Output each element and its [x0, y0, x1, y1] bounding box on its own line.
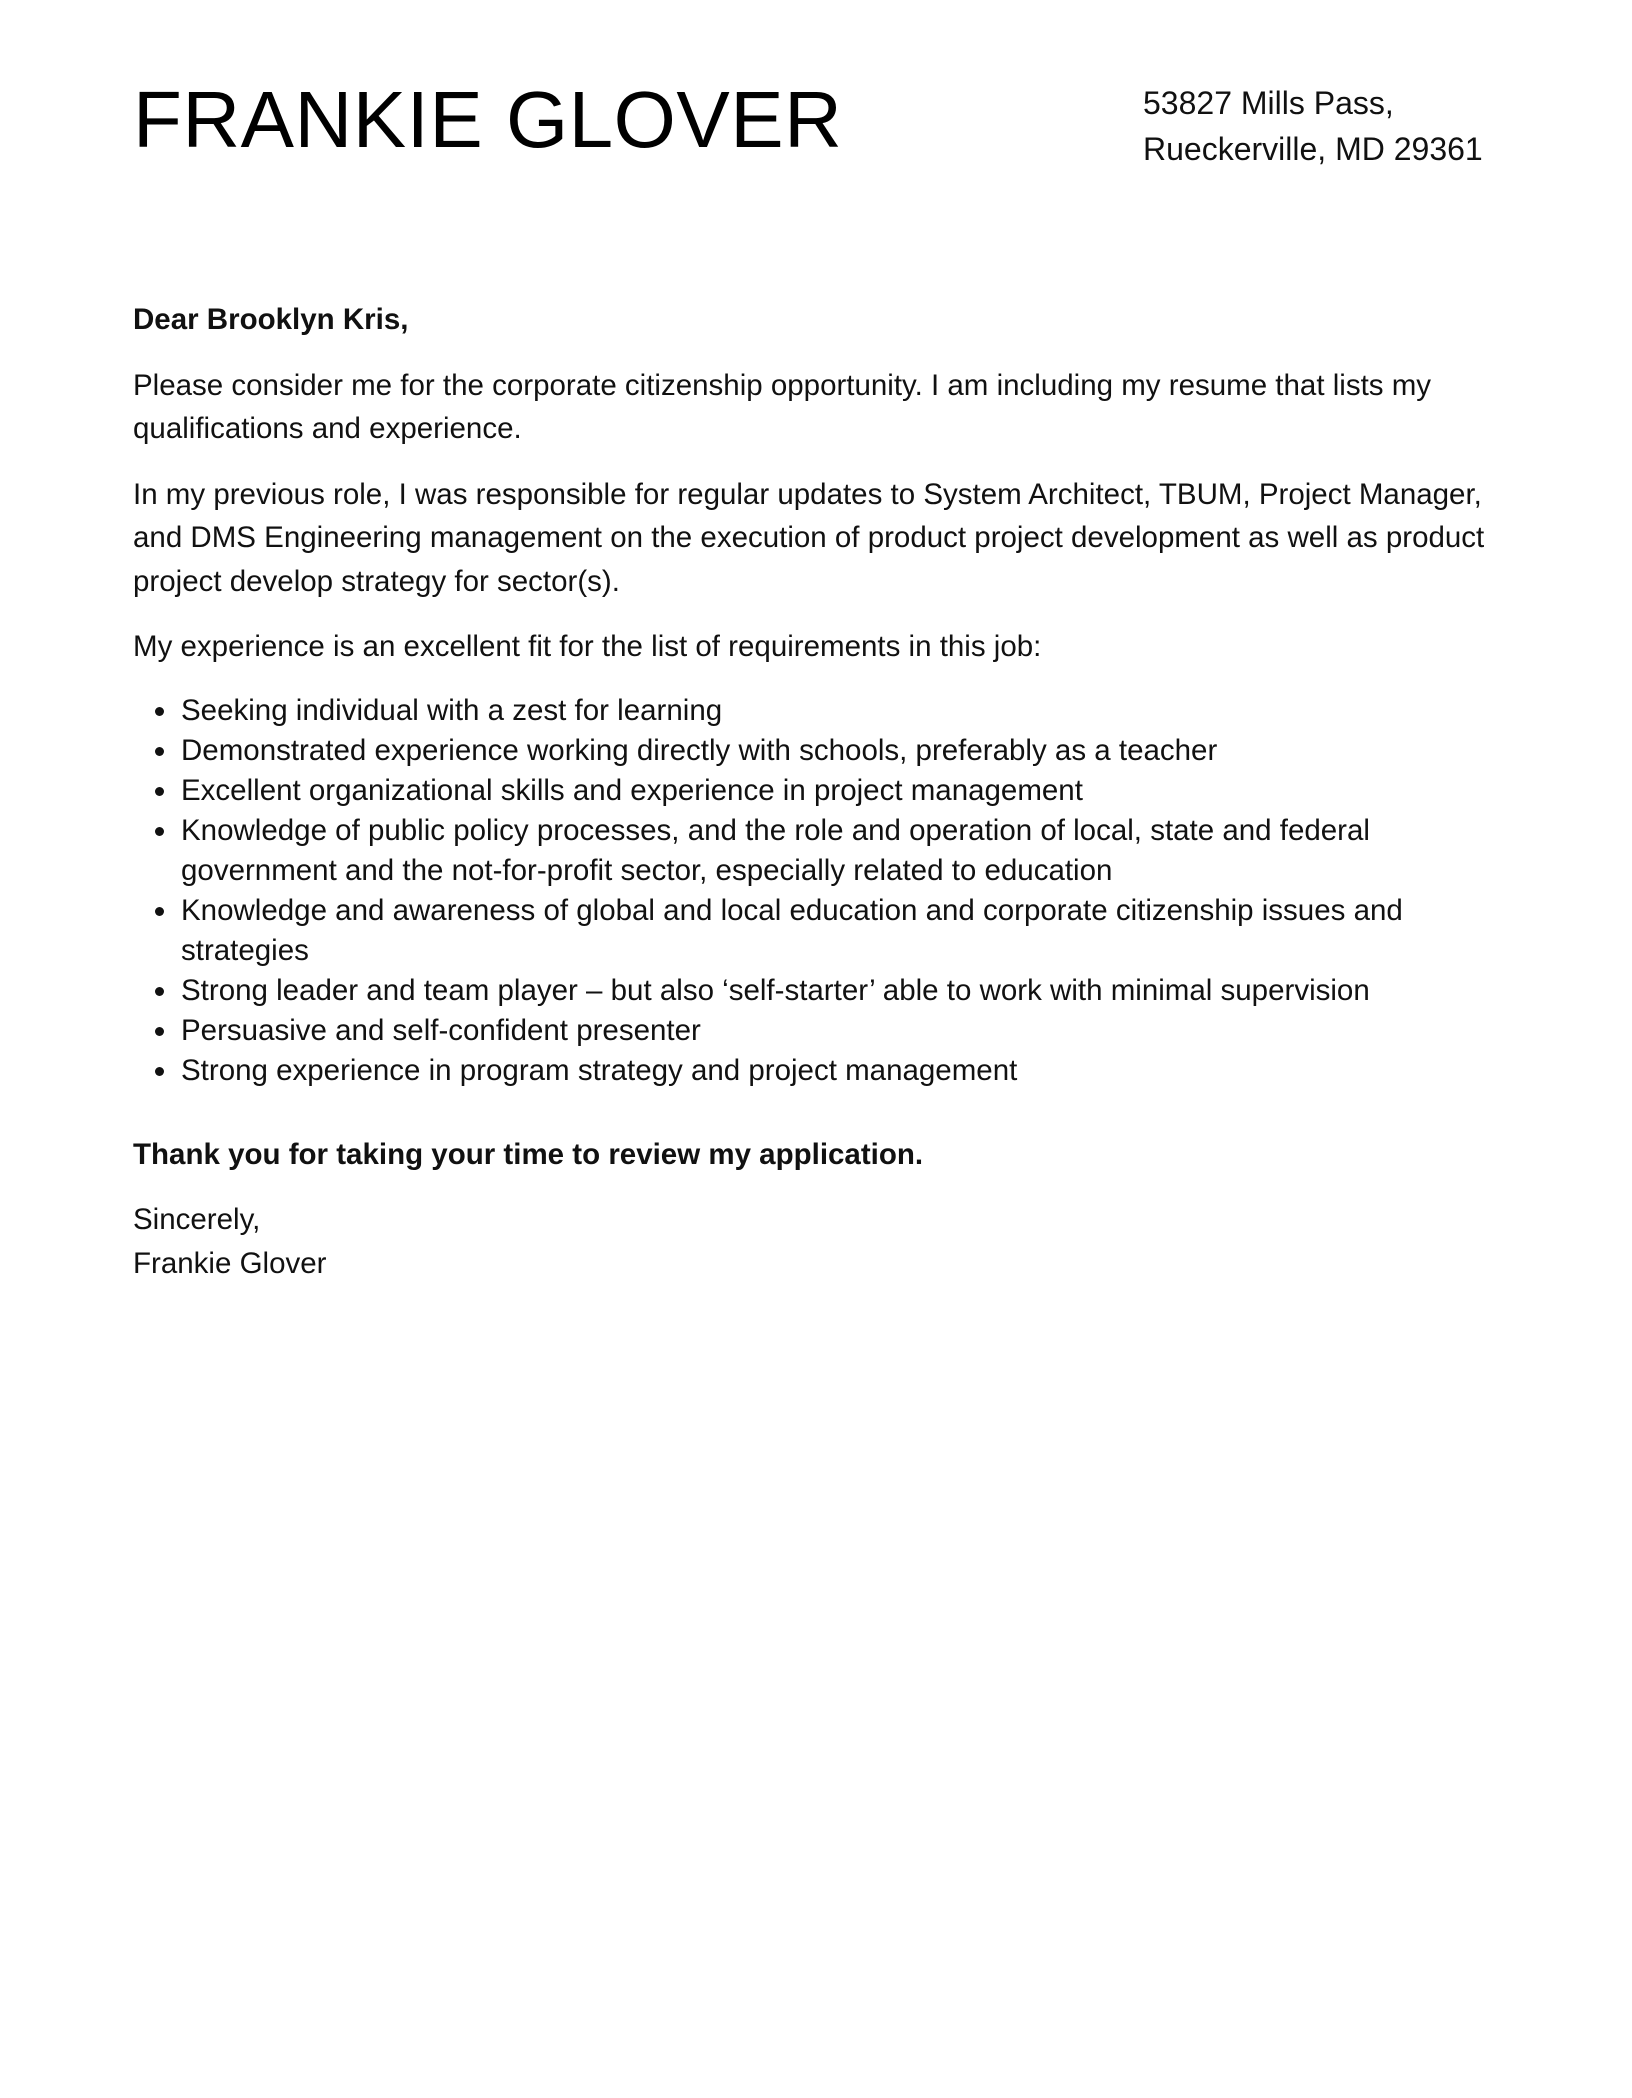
list-item	[133, 771, 1493, 811]
list-item	[133, 731, 1493, 771]
requirement-text: Strong leader and team player – but also ‘self-starter’ able to work with minimal supervision	[181, 973, 1370, 1007]
requirement-text: Knowledge of public policy processes, and the role and operation of local, state and federal government and the not-for-profit sector, especially related to education	[181, 813, 1370, 887]
requirement-text: Demonstrated experience working directly with schools, preferably as a teacher	[181, 733, 1218, 767]
bullet-icon	[155, 827, 164, 836]
list-item	[133, 891, 1493, 971]
applicant-address	[1143, 80, 1483, 172]
bullet-icon	[155, 1027, 164, 1036]
address-line-1: 53827 Mills Pass,	[1143, 85, 1394, 121]
bullet-icon	[155, 707, 164, 716]
bullet-icon	[155, 987, 164, 996]
letter-body	[133, 298, 1493, 1285]
experience-paragraph: In my previous role, I was responsible for regular updates to System Architect, TBUM, Project Manager, and DMS Engineering management on the execution of product project development as well as product project develop strategy for sector(s).	[133, 477, 1485, 598]
requirement-text: Persuasive and self-confident presenter	[181, 1013, 701, 1047]
address-line-2: Rueckerville, MD 29361	[1143, 131, 1483, 167]
applicant-name: FRANKIE GLOVER	[133, 75, 843, 164]
bullet-icon	[155, 747, 164, 756]
requirements-list	[133, 691, 1493, 1091]
closing-line: Thank you for taking your time to review my application.	[133, 1137, 924, 1171]
requirement-text: Strong experience in program strategy and project management	[181, 1053, 1018, 1087]
list-item	[133, 1011, 1493, 1051]
intro-paragraph: Please consider me for the corporate citizenship opportunity. I am including my resume that lists my qualifications and experience.	[133, 368, 1432, 445]
signature-name: Frankie Glover	[133, 1246, 327, 1280]
requirement-text: Seeking individual with a zest for learning	[181, 693, 723, 727]
signoff: Sincerely,	[133, 1203, 261, 1236]
list-item	[133, 1051, 1493, 1091]
bullet-icon	[155, 1067, 164, 1076]
requirement-text: Knowledge and awareness of global and local education and corporate citizenship issues and strategies	[181, 893, 1403, 967]
list-item	[133, 811, 1493, 891]
list-item	[133, 971, 1493, 1011]
bullet-icon	[155, 787, 164, 796]
requirement-text: Excellent organizational skills and experience in project management	[181, 773, 1083, 807]
salutation: Dear Brooklyn Kris,	[133, 303, 409, 336]
signoff-block	[133, 1198, 1493, 1285]
bullet-icon	[155, 907, 164, 916]
requirements-intro: My experience is an excellent fit for the list of requirements in this job:	[133, 630, 1042, 663]
list-item	[133, 691, 1493, 731]
